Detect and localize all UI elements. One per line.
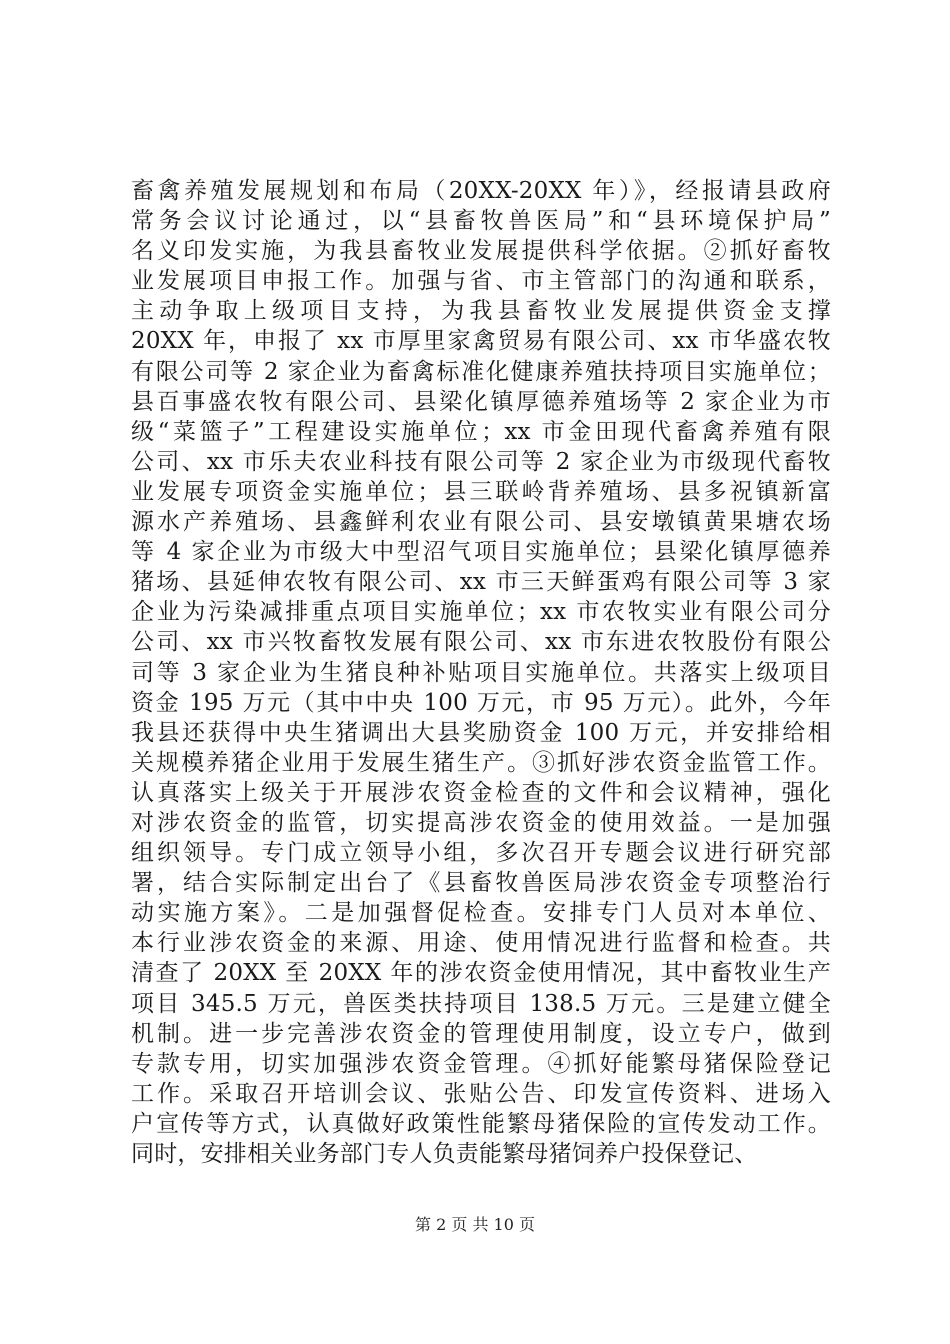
text-line: 业发展项目申报工作。加强与省、市主管部门的沟通和联系， [131,268,831,295]
text-line: 司等 3 家企业为生猪良种补贴项目实施单位。共落实上级项目 [131,659,831,686]
text-line: 有限公司等 2 家企业为畜禽标准化健康养殖扶持项目实施单位； [131,358,831,385]
text-line: 项目 345.5 万元，兽医类扶持项目 138.5 万元。三是建立健全 [131,990,831,1017]
text-line: 企业为污染减排重点项目实施单位；xx 市农牧实业有限公司分 [131,599,831,626]
text-line: 同时，安排相关业务部门专人负责能繁母猪饲养户投保登记、 [131,1141,758,1167]
text-line: 等 4 家企业为市级大中型沼气项目实施单位；县梁化镇厚德养 [131,539,831,566]
text-line: 清查了 20XX 至 20XX 年的涉农资金使用情况，其中畜牧业生产 [131,960,831,987]
text-line: 资金 195 万元（其中中央 100 万元，市 95 万元）。此外，今年 [131,689,831,716]
text-line: 畜禽养殖发展规划和布局（20XX-20XX 年）》，经报请县政府 [131,178,831,204]
text-line: 猪场、县延伸农牧有限公司、xx 市三天鲜蛋鸡有限公司等 3 家 [131,569,831,596]
text-line: 工作。采取召开培训会议、张贴公告、印发宣传资料、进场入 [131,1080,831,1107]
page-footer: 第 2 页 共 10 页 [415,1215,535,1234]
text-line: 我县还获得中央生猪调出大县奖励资金 100 万元，并安排给相 [131,719,831,746]
text-line: 名义印发实施，为我县畜牧业发展提供科学依据。②抓好畜牧 [131,238,831,265]
text-line: 认真落实上级关于开展涉农资金检查的文件和会议精神，强化 [131,779,831,806]
text-line: 户宣传等方式，认真做好政策性能繁母猪保险的宣传发动工作。 [131,1110,831,1137]
text-line: 常务会议讨论通过，以“县畜牧兽医局”和“县环境保护局” [131,208,831,235]
text-line: 县百事盛农牧有限公司、县梁化镇厚德养殖场等 2 家企业为市 [131,388,831,415]
text-line: 本行业涉农资金的来源、用途、使用情况进行监督和检查。共 [131,930,831,957]
body-text [131,176,831,1169]
text-line: 公司、xx 市乐夫农业科技有限公司等 2 家企业为市级现代畜牧 [131,448,831,475]
text-line: 署，结合实际制定出台了《县畜牧兽医局涉农资金专项整治行 [131,870,831,897]
text-line: 动实施方案》。二是加强督促检查。安排专门人员对本单位、 [131,900,831,927]
text-line: 专款专用，切实加强涉农资金管理。④抓好能繁母猪保险登记 [131,1050,831,1077]
text-line: 关规模养猪企业用于发展生猪生产。③抓好涉农资金监管工作。 [131,749,831,776]
text-line: 机制。进一步完善涉农资金的管理使用制度，设立专户，做到 [131,1020,831,1047]
text-line: 组织领导。专门成立领导小组，多次召开专题会议进行研究部 [131,840,831,867]
text-line: 业发展专项资金实施单位；县三联岭背养殖场、县多祝镇新富 [131,478,831,505]
text-line: 级“菜篮子”工程建设实施单位；xx 市金田现代畜禽养殖有限 [131,418,831,445]
text-line: 主动争取上级项目支持，为我县畜牧业发展提供资金支撑 [131,298,831,325]
text-line: 公司、xx 市兴牧畜牧发展有限公司、xx 市东进农牧股份有限公 [131,629,831,656]
text-line: 对涉农资金的监管，切实提高涉农资金的使用效益。一是加强 [131,809,831,836]
text-line: 源水产养殖场、县鑫鲜利农业有限公司、县安墩镇黄果塘农场 [131,509,831,536]
text-line: 20XX 年，申报了 xx 市厚里家禽贸易有限公司、xx 市华盛农牧 [131,328,831,355]
